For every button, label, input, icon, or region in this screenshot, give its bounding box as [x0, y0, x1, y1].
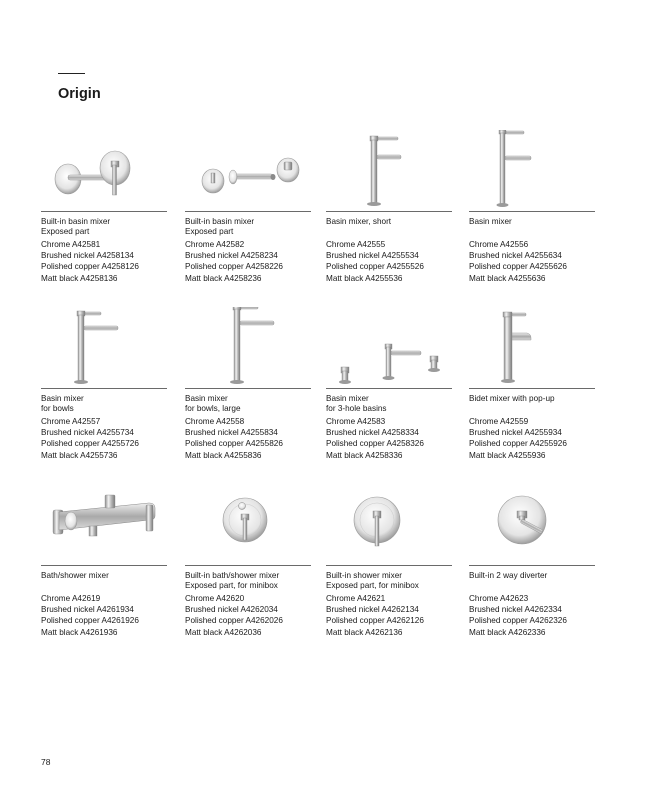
finish-brushed-nickel: Brushed nickel A4258334	[326, 428, 419, 438]
product-card	[41, 130, 167, 307]
finish-list	[326, 593, 424, 638]
finish-chrome: Chrome A42620	[185, 594, 245, 603]
basin-mixer-for-bowls-large-image	[185, 307, 311, 387]
finish-list	[185, 416, 283, 461]
finish-polished-copper: Polished copper A4262026	[185, 616, 283, 626]
finish-brushed-nickel: Brushed nickel A4255634	[469, 251, 562, 261]
product-subtitle: Exposed part	[41, 226, 90, 236]
finish-matt-black: Matt black A4262036	[185, 627, 262, 637]
finish-matt-black: Matt black A4261936	[41, 627, 118, 637]
finish-chrome: Chrome A42557	[41, 417, 101, 426]
finish-polished-copper: Polished copper A4255926	[469, 439, 567, 449]
product-description	[41, 394, 84, 413]
finish-chrome: Chrome A42619	[41, 594, 101, 603]
divider	[326, 565, 452, 566]
divider	[326, 388, 452, 389]
finish-brushed-nickel: Brushed nickel A4255834	[185, 428, 278, 438]
finish-matt-black: Matt black A4258136	[41, 273, 118, 283]
finish-matt-black: Matt black A4258336	[326, 450, 403, 460]
product-description	[326, 571, 419, 590]
finish-brushed-nickel: Brushed nickel A4255734	[41, 428, 134, 438]
finish-list	[41, 416, 139, 461]
product-subtitle: Exposed part	[185, 226, 234, 236]
finish-brushed-nickel: Brushed nickel A4258234	[185, 251, 278, 261]
bath-shower-mixer-image	[41, 484, 167, 564]
product-card	[185, 307, 311, 484]
product-card	[326, 130, 452, 307]
finish-chrome: Chrome A42583	[326, 417, 386, 426]
diverter-image	[469, 484, 595, 564]
product-description	[469, 571, 547, 581]
finish-polished-copper: Polished copper A4262326	[469, 616, 567, 626]
finish-brushed-nickel: Brushed nickel A4261934	[41, 605, 134, 615]
product-name: Built-in bath/shower mixer	[185, 571, 280, 580]
product-subtitle: Exposed part, for minibox	[185, 580, 278, 590]
product-name: Basin mixer	[326, 394, 369, 403]
finish-chrome: Chrome A42559	[469, 417, 529, 426]
product-name: Bidet mixer with pop-up	[469, 394, 555, 403]
finish-list	[185, 593, 283, 638]
finish-brushed-nickel: Brushed nickel A4255934	[469, 428, 562, 438]
product-subtitle: for bowls, large	[185, 403, 241, 413]
product-subtitle: for 3-hole basins	[326, 403, 387, 413]
product-card	[326, 307, 452, 484]
divider	[41, 211, 167, 212]
built-in-shower-mixer-image	[326, 484, 452, 564]
divider	[469, 565, 595, 566]
divider	[41, 388, 167, 389]
product-subtitle: Exposed part, for minibox	[326, 580, 419, 590]
product-name: Basin mixer	[469, 217, 512, 226]
product-name: Basin mixer, short	[326, 217, 392, 226]
basin-mixer-image	[469, 130, 595, 210]
divider	[185, 388, 311, 389]
page-title: Origin	[58, 86, 101, 102]
finish-polished-copper: Polished copper A4261926	[41, 616, 139, 626]
product-name: Built-in basin mixer	[41, 217, 111, 226]
product-description	[41, 217, 110, 236]
product-name: Basin mixer	[41, 394, 84, 403]
finish-matt-black: Matt black A4255636	[469, 273, 546, 283]
product-name: Built-in basin mixer	[185, 217, 255, 226]
finish-chrome: Chrome A42623	[469, 594, 529, 603]
product-card	[469, 307, 595, 484]
finish-brushed-nickel: Brushed nickel A4262334	[469, 605, 562, 615]
product-card	[41, 307, 167, 484]
product-card	[185, 130, 311, 307]
product-name: Bath/shower mixer	[41, 571, 109, 580]
finish-matt-black: Matt black A4255936	[469, 450, 546, 460]
finish-list	[41, 239, 139, 284]
finish-chrome: Chrome A42556	[469, 240, 529, 249]
finish-matt-black: Matt black A4262136	[326, 627, 403, 637]
finish-matt-black: Matt black A4258236	[185, 273, 262, 283]
finish-list	[41, 593, 139, 638]
product-card	[41, 484, 167, 661]
basin-mixer-3-hole-image	[326, 307, 452, 387]
divider	[41, 565, 167, 566]
finish-matt-black: Matt black A4255736	[41, 450, 118, 460]
product-name: Built-in 2 way diverter	[469, 571, 548, 580]
product-description	[469, 394, 555, 404]
product-card	[469, 484, 595, 661]
divider	[185, 211, 311, 212]
finish-brushed-nickel: Brushed nickel A4255534	[326, 251, 419, 261]
product-grid	[41, 130, 595, 661]
product-row	[41, 307, 595, 484]
product-card	[469, 130, 595, 307]
finish-chrome: Chrome A42582	[185, 240, 245, 249]
finish-list	[469, 239, 567, 284]
built-in-bath-shower-mixer-image	[185, 484, 311, 564]
product-description	[469, 217, 512, 227]
bidet-mixer-image	[469, 307, 595, 387]
product-name: Basin mixer	[185, 394, 228, 403]
product-description	[326, 394, 387, 413]
divider	[469, 388, 595, 389]
finish-polished-copper: Polished copper A4258126	[41, 262, 139, 272]
finish-list	[326, 239, 424, 284]
finish-list	[469, 593, 567, 638]
product-description	[185, 394, 241, 413]
built-in-basin-mixer-image	[41, 130, 167, 210]
finish-polished-copper: Polished copper A4258226	[185, 262, 283, 272]
product-description	[185, 571, 279, 590]
product-description	[326, 217, 391, 227]
finish-brushed-nickel: Brushed nickel A4262034	[185, 605, 278, 615]
title-rule	[58, 73, 85, 74]
finish-matt-black: Matt black A4255836	[185, 450, 262, 460]
divider	[185, 565, 311, 566]
finish-polished-copper: Polished copper A4255726	[41, 439, 139, 449]
product-subtitle: for bowls	[41, 403, 74, 413]
finish-list	[326, 416, 424, 461]
product-card	[185, 484, 311, 661]
finish-list	[469, 416, 567, 461]
finish-matt-black: Matt black A4255536	[326, 273, 403, 283]
page-number: 78	[41, 757, 51, 767]
product-row	[41, 130, 595, 307]
built-in-basin-mixer-image	[185, 130, 311, 210]
product-row	[41, 484, 595, 661]
finish-chrome: Chrome A42581	[41, 240, 101, 249]
finish-polished-copper: Polished copper A4255826	[185, 439, 283, 449]
finish-chrome: Chrome A42621	[326, 594, 386, 603]
finish-polished-copper: Polished copper A4258326	[326, 439, 424, 449]
product-name: Built-in shower mixer	[326, 571, 402, 580]
basin-mixer-for-bowls-image	[41, 307, 167, 387]
finish-polished-copper: Polished copper A4255526	[326, 262, 424, 272]
divider	[326, 211, 452, 212]
finish-polished-copper: Polished copper A4262126	[326, 616, 424, 626]
finish-list	[185, 239, 283, 284]
product-description	[185, 217, 254, 236]
basin-mixer-short-image	[326, 130, 452, 210]
divider	[469, 211, 595, 212]
finish-polished-copper: Polished copper A4255626	[469, 262, 567, 272]
finish-matt-black: Matt black A4262336	[469, 627, 546, 637]
product-card	[326, 484, 452, 661]
finish-brushed-nickel: Brushed nickel A4258134	[41, 251, 134, 261]
product-description	[41, 571, 109, 581]
finish-brushed-nickel: Brushed nickel A4262134	[326, 605, 419, 615]
finish-chrome: Chrome A42555	[326, 240, 386, 249]
finish-chrome: Chrome A42558	[185, 417, 245, 426]
